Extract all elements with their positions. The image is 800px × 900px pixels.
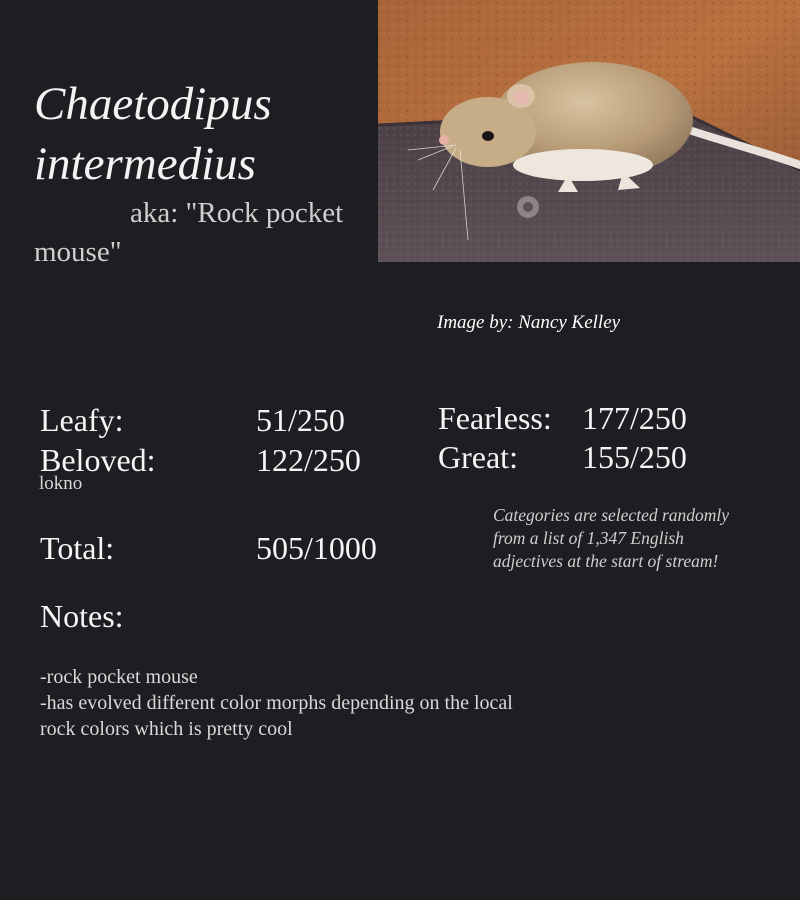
- image-credit: Image by: Nancy Kelley: [437, 312, 621, 333]
- note-line: -rock pocket mouse: [40, 666, 198, 688]
- note-line: -has evolved different color morphs depending on the local rock colors which is pretty cool: [40, 692, 513, 740]
- notes-body: [40, 664, 520, 742]
- leafy-label: Leafy:: [40, 402, 124, 438]
- fearless-label: Fearless:: [438, 400, 552, 436]
- categories-note: Categories are selected randomly from a list of 1,347 English adjectives at the start of stream!: [493, 505, 730, 571]
- fearless-value: 177/250: [582, 400, 687, 436]
- species-title: Chaetodipus intermedius: [34, 78, 272, 190]
- great-value: 155/250: [582, 439, 687, 475]
- total-value: 505/1000: [256, 530, 377, 566]
- notes-heading: Notes:: [40, 598, 124, 634]
- common-name: aka: "Rock pocket mouse": [34, 197, 344, 268]
- great-label: Great:: [438, 439, 518, 475]
- beloved-note: lokno: [39, 473, 83, 494]
- leafy-value: 51/250: [256, 402, 345, 438]
- mouse-photo: [378, 0, 800, 262]
- total-label: Total:: [40, 530, 115, 566]
- beloved-label: Beloved:: [40, 442, 156, 478]
- beloved-value: 122/250: [256, 442, 361, 478]
